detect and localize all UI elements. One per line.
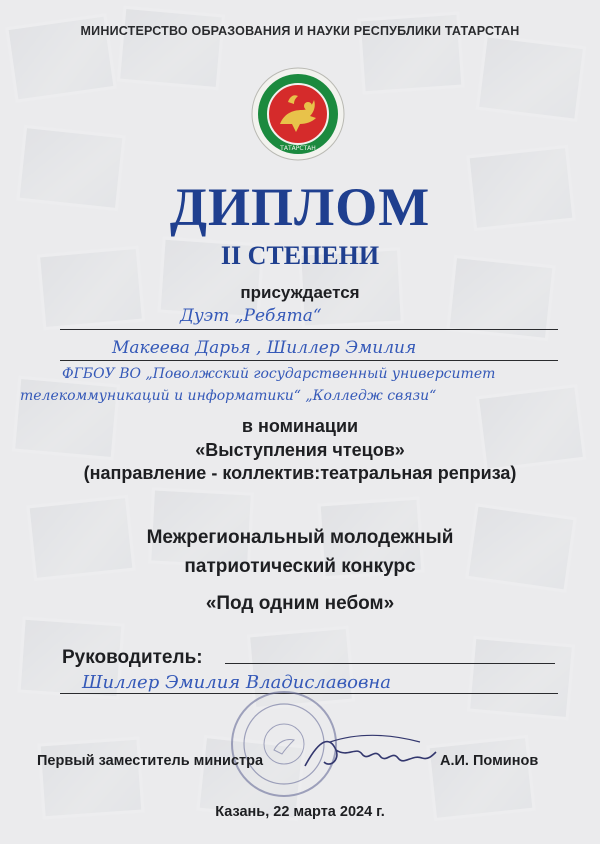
place-and-date: Казань, 22 марта 2024 г. [215,804,385,820]
nomination-name: «Выступления чтецов» [195,440,405,460]
nomination-intro: в номинации [241,416,359,436]
competition-line1: Межрегиональный молодежный [146,527,454,548]
recipient-members: Макеева Дарья , Шиллер Эмилия [112,338,417,358]
recipient-institution-line1: ФГБОУ ВО „Поволжский государственный университет [62,366,496,382]
ministry-heading: МИНИСТЕРСТВО ОБРАЗОВАНИЯ И НАУКИ РЕСПУБЛИКИ ТАТАРСТАН [80,24,520,38]
awarded-label: присуждается [240,283,360,302]
competition-line2: патриотический конкурс [184,556,416,577]
recipient-members-line [60,360,558,361]
signatory-name: А.И. Поминов [440,753,539,769]
competition-line3: «Под одним небом» [205,593,395,614]
recipient-group-line [60,329,558,330]
nomination-direction: (направление - коллектив:театральная реприза) [83,463,517,483]
leader-label: Руководитель: [62,647,203,668]
diploma-title: ДИПЛОМ [169,177,431,237]
leader-label-line [225,663,555,664]
handwritten-signature [300,728,440,778]
diploma-degree: II СТЕПЕНИ [220,241,380,270]
tatarstan-coat-of-arms-icon [250,66,346,162]
recipient-institution-line2: телекоммуникаций и информатики“ „Колледж связи“ [20,388,437,404]
emblem-ring-text: ТАТАРСТАН [280,145,316,152]
signatory-role: Первый заместитель министра [37,753,264,769]
recipient-group: Дуэт „Ребята“ [180,306,322,326]
leader-name: Шиллер Эмилия Владиславовна [82,672,392,693]
